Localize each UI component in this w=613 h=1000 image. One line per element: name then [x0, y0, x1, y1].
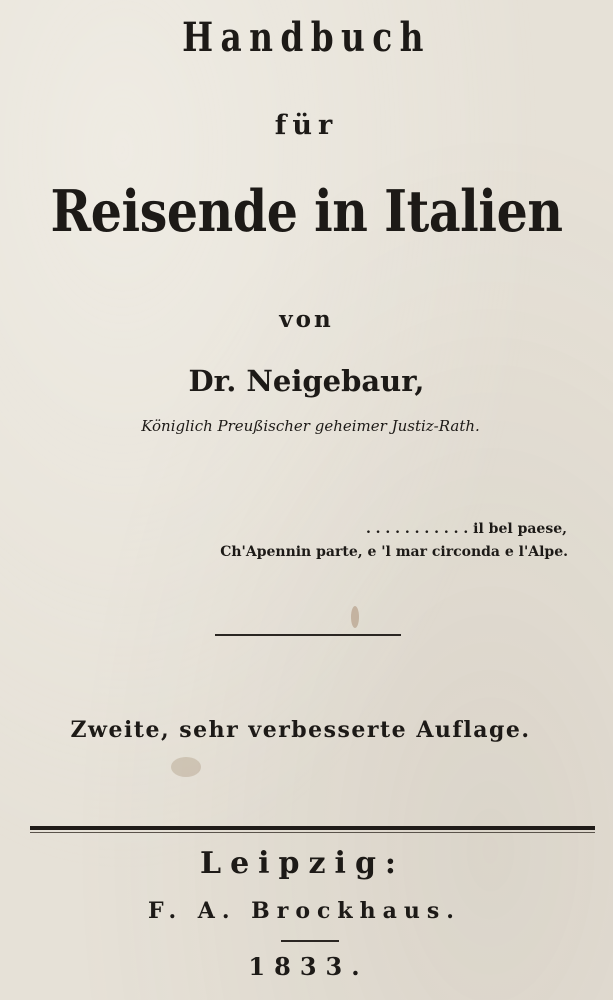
publisher: F. A. Brockhaus.	[148, 898, 461, 924]
by-line: von	[279, 306, 334, 333]
epigraph-line-2: Ch'Apennin parte, e 'l mar circonda e l'Alpe.	[220, 544, 568, 560]
author-name: Dr. Neigebaur,	[188, 364, 425, 398]
edition-statement: Zweite, sehr verbesserte Auflage.	[70, 717, 531, 743]
thin-divider-rule	[30, 832, 595, 833]
author-title: Königlich Preußischer geheimer Justiz-Rath.	[141, 417, 480, 435]
title-line-handbuch: Handbuch	[182, 14, 431, 61]
short-divider-rule	[281, 940, 339, 942]
main-title: Reisende in Italien	[50, 178, 563, 245]
divider-rule	[215, 634, 401, 636]
publication-place: Leipzig:	[199, 846, 406, 881]
publication-year: 1833.	[248, 952, 369, 981]
paper-stain	[171, 757, 201, 777]
paper-stain	[351, 606, 359, 628]
thick-divider-rule	[30, 826, 595, 830]
title-line-fuer: für	[274, 110, 339, 141]
epigraph-line-1: . . . . . . . . . . . il bel paese,	[365, 521, 567, 537]
